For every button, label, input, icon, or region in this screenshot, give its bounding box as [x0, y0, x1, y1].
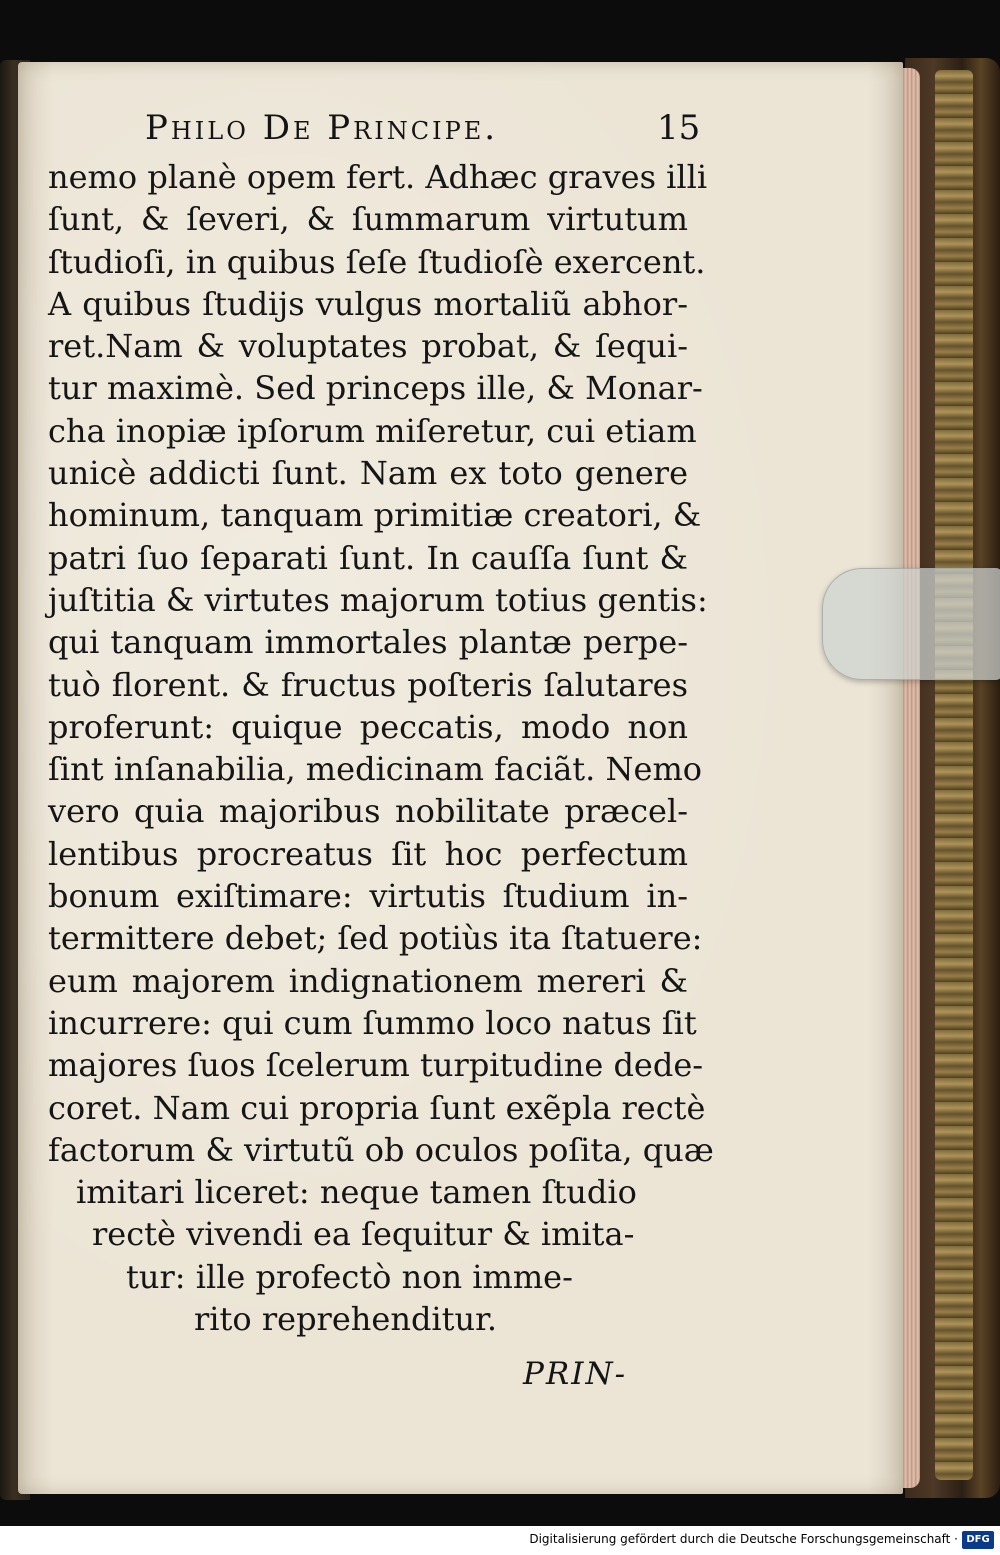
- text-line: bonum exiſtimare: virtutis ſtudium in-: [48, 877, 688, 916]
- gilt-edge-decoration: [935, 70, 973, 1480]
- text-line: qui tanquam immortales plantæ perpe-: [48, 623, 688, 662]
- page-header: [145, 108, 701, 154]
- text-line: ſint inſanabilia, medicinam faciãt. Nemo: [48, 750, 703, 789]
- text-line: majores ſuos ſcelerum turpitudine dede-: [48, 1046, 704, 1085]
- text-line: vero quia majoribus nobilitate præcel-: [48, 792, 688, 831]
- text-line: ſtudioſi, in quibus ſeſe ſtudioſè exercent.: [48, 242, 706, 281]
- text-line: lentibus procreatus ſit hoc perfectum: [48, 834, 688, 873]
- text-line: factorum & virtutũ ob oculos poſita, quæ: [48, 1130, 714, 1169]
- running-head: Philo De Principe.: [145, 108, 499, 148]
- text-line: eum majorem indignationem mereri &: [48, 961, 688, 1000]
- text-line: nemo planè opem fert. Adhæc graves illi: [48, 158, 708, 196]
- text-line: rito reprehenditur.: [194, 1300, 498, 1339]
- text-line: ſunt, & ſeveri, & ſummarum virtutum: [48, 200, 688, 239]
- text-line: patri ſuo ſeparati ſunt. In cauſſa ſunt &: [48, 538, 688, 577]
- page-number: 15: [657, 108, 701, 148]
- page-tab-marker: [822, 568, 1000, 680]
- body-text: [48, 156, 714, 1340]
- catchword: PRIN-: [523, 1356, 628, 1392]
- text-line: tur: ille profectò non imme-: [126, 1257, 573, 1296]
- text-line: termittere debet; ſed potiùs ita ſtatuere:: [48, 919, 703, 958]
- text-line: tuò florent. & fructus poſteris ſalutares: [48, 665, 688, 704]
- text-line: unicè addicti ſunt. Nam ex toto genere: [48, 454, 688, 493]
- text-line: proferunt: quique peccatis, modo non: [48, 707, 688, 746]
- text-line: ret.Nam & voluptates probat, & ſequi-: [48, 327, 688, 366]
- text-line: juſtitia & virtutes majorum totius gentis:: [48, 580, 708, 619]
- text-line: incurrere: qui cum ſummo loco natus ſit: [48, 1003, 697, 1042]
- text-line: cha inopiæ ipſorum miſeretur, cui etiam: [48, 411, 697, 450]
- text-line: A quibus ſtudijs vulgus mortaliũ abhor-: [48, 284, 688, 323]
- text-line: rectè vivendi ea ſequitur & imita-: [92, 1215, 635, 1254]
- text-line: imitari liceret: neque tamen ſtudio: [76, 1173, 637, 1212]
- text-line: tur maximè. Sed princeps ille, & Monar-: [48, 369, 703, 408]
- digitization-footer: [0, 1526, 1000, 1555]
- funding-credit: Digitalisierung gefördert durch die Deutsche Forschungsgemeinschaft ·: [529, 1532, 958, 1546]
- text-line: coret. Nam cui propria ſunt exẽpla rectè: [48, 1088, 706, 1127]
- text-line: hominum, tanquam primitiæ creatori, &: [48, 496, 702, 535]
- dfg-logo: DFG: [962, 1531, 994, 1549]
